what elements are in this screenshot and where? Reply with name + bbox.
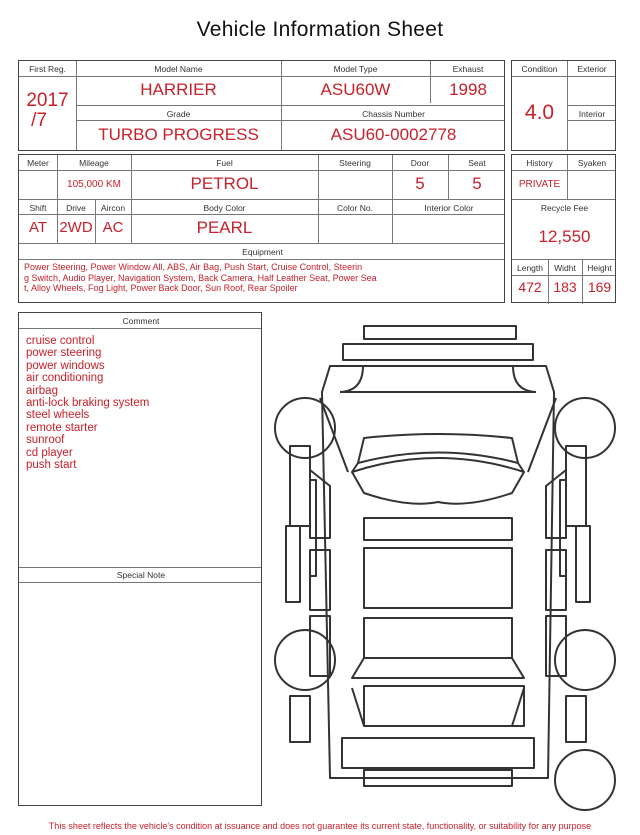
divider <box>512 275 615 276</box>
divider <box>19 243 504 244</box>
interior-label: Interior <box>578 109 606 119</box>
divider <box>76 105 504 106</box>
windshield <box>352 458 524 472</box>
rear-window <box>352 658 524 678</box>
divider <box>512 259 615 260</box>
list-item: power windows <box>26 359 105 372</box>
divider <box>19 214 504 215</box>
right-front-door <box>546 550 566 610</box>
right-rear-quarter <box>566 696 586 742</box>
aircon-value: AC <box>102 219 124 236</box>
exhaust-label: Exhaust <box>452 64 484 74</box>
rear-left-wheel <box>275 630 335 690</box>
chassis-label: Chassis Number <box>362 109 425 119</box>
list-item: cruise control <box>26 335 95 347</box>
width-label: Widht <box>554 263 576 273</box>
divider <box>19 567 261 568</box>
shift-value: AT <box>28 219 48 236</box>
grade-value: TURBO PROGRESS <box>98 125 259 144</box>
first-reg-month: /7 <box>31 110 47 131</box>
equipment-list <box>24 262 504 294</box>
door-label: Door <box>410 158 430 168</box>
list-item: sunroof <box>26 434 65 447</box>
rear-right-wheel <box>555 630 615 690</box>
chassis-value: ASU60-0002778 <box>330 125 457 144</box>
list-item: cd player <box>26 446 73 459</box>
fuel-value: PETROL <box>190 174 259 193</box>
syaken-label: Syaken <box>577 158 607 168</box>
exterior-label: Exterior <box>577 64 607 74</box>
trunk <box>364 686 524 726</box>
mileage-label: Mileage <box>79 158 109 168</box>
car-damage-diagram <box>268 318 628 818</box>
list-item: steel wheels <box>26 409 90 422</box>
front-bumper-panel <box>364 326 516 339</box>
divider <box>392 155 393 243</box>
model-type-label: Model Type <box>333 64 378 74</box>
recycle-fee-value: 12,550 <box>538 227 591 246</box>
history-value: PRIVATE <box>518 179 561 190</box>
condition-box <box>511 60 616 151</box>
divider <box>19 259 504 260</box>
comment-list <box>26 335 256 471</box>
list-item: power steering <box>26 347 102 360</box>
divider <box>19 582 261 583</box>
length-value: 472 <box>518 279 542 295</box>
equipment-line: g Switch, Audio Player, Navigation System, Back Camera, Half Leather Seat, Power Sea <box>24 272 377 283</box>
condition-label: Condition <box>521 64 558 74</box>
width-value: 183 <box>553 279 577 295</box>
divider <box>512 170 615 171</box>
left-sill <box>286 526 300 602</box>
list-item: remote starter <box>26 421 98 434</box>
divider <box>512 76 615 77</box>
trunk-lines <box>352 688 524 726</box>
door-value: 5 <box>415 174 425 193</box>
height-value: 169 <box>587 279 612 295</box>
model-type-value: ASU60W <box>320 80 391 99</box>
first-reg-label: First Reg. <box>29 64 66 74</box>
divider <box>318 155 319 243</box>
divider <box>19 199 504 200</box>
special-note-label: Special Note <box>116 570 166 580</box>
list-item: push start <box>26 459 77 472</box>
headlight-arcs <box>340 366 536 392</box>
page-title: Vehicle Information Sheet <box>196 18 444 41</box>
front-grille-panel <box>343 344 533 360</box>
equipment-line: Power Steering, Power Window All, ABS, Air Bag, Push Start, Cruise Control, Steerin <box>24 262 363 272</box>
comment-box <box>18 312 262 806</box>
vehicle-specs <box>18 154 505 303</box>
drive-value: 2WD <box>59 219 93 236</box>
rear-bumper <box>342 738 534 768</box>
roof-panel <box>364 548 512 608</box>
list-item: airbag <box>26 384 58 397</box>
body-color-label: Body Color <box>203 203 246 213</box>
divider <box>76 120 504 121</box>
color-no-label: Color No. <box>337 203 373 213</box>
model-name-label: Model Name <box>154 64 203 74</box>
aircon-label: Aircon <box>100 203 126 213</box>
comment-label: Comment <box>122 316 160 326</box>
list-item: air conditioning <box>26 372 104 385</box>
history-box <box>511 154 616 303</box>
disclaimer-note: This sheet reflects the vehicle's condition at issuance and does not guarantee its current state, functionality, or suitability for any purpose <box>48 821 592 831</box>
meter-label: Meter <box>27 158 49 168</box>
recycle-fee-label: Recycle Fee <box>540 203 589 213</box>
roof-front <box>364 518 512 540</box>
divider <box>19 170 504 171</box>
equipment-label: Equipment <box>242 247 283 257</box>
spare-wheel <box>555 750 615 810</box>
grade-label: Grade <box>166 109 191 119</box>
vehicle-main-info <box>18 60 505 151</box>
exhaust-value: 1998 <box>449 80 487 99</box>
divider <box>567 105 615 106</box>
car-body-outline <box>322 366 554 778</box>
condition-score: 4.0 <box>524 101 555 124</box>
fuel-label: Fuel <box>216 158 233 168</box>
seat-value: 5 <box>472 174 482 193</box>
length-label: Length <box>517 263 543 273</box>
divider <box>19 76 504 77</box>
mileage-value: 105,000 KM <box>67 179 121 190</box>
history-label: History <box>526 158 553 168</box>
front-left-wheel <box>275 398 335 458</box>
shift-label: Shift <box>29 203 47 213</box>
seat-label: Seat <box>468 158 486 168</box>
divider <box>567 120 615 121</box>
divider <box>19 328 261 329</box>
model-name-value: HARRIER <box>140 80 217 99</box>
divider <box>567 61 568 150</box>
steering-label: Steering <box>339 158 371 168</box>
left-rear-quarter <box>290 696 310 742</box>
side-trim <box>310 480 566 576</box>
equipment-line: t, Alloy Wheels, Fog Light, Power Back Door, Sun Roof, Rear Spoiler <box>24 283 298 293</box>
dashboard-line <box>352 472 524 504</box>
divider <box>512 199 615 200</box>
interior-color-label: Interior Color <box>424 203 474 213</box>
first-reg-year: 2017 <box>26 90 69 111</box>
list-item: anti-lock braking system <box>26 397 150 410</box>
drive-label: Drive <box>66 203 86 213</box>
height-label: Height <box>587 263 612 273</box>
roof-rear <box>364 618 512 658</box>
body-color-value: PEARL <box>196 218 253 237</box>
right-sill <box>576 526 590 602</box>
